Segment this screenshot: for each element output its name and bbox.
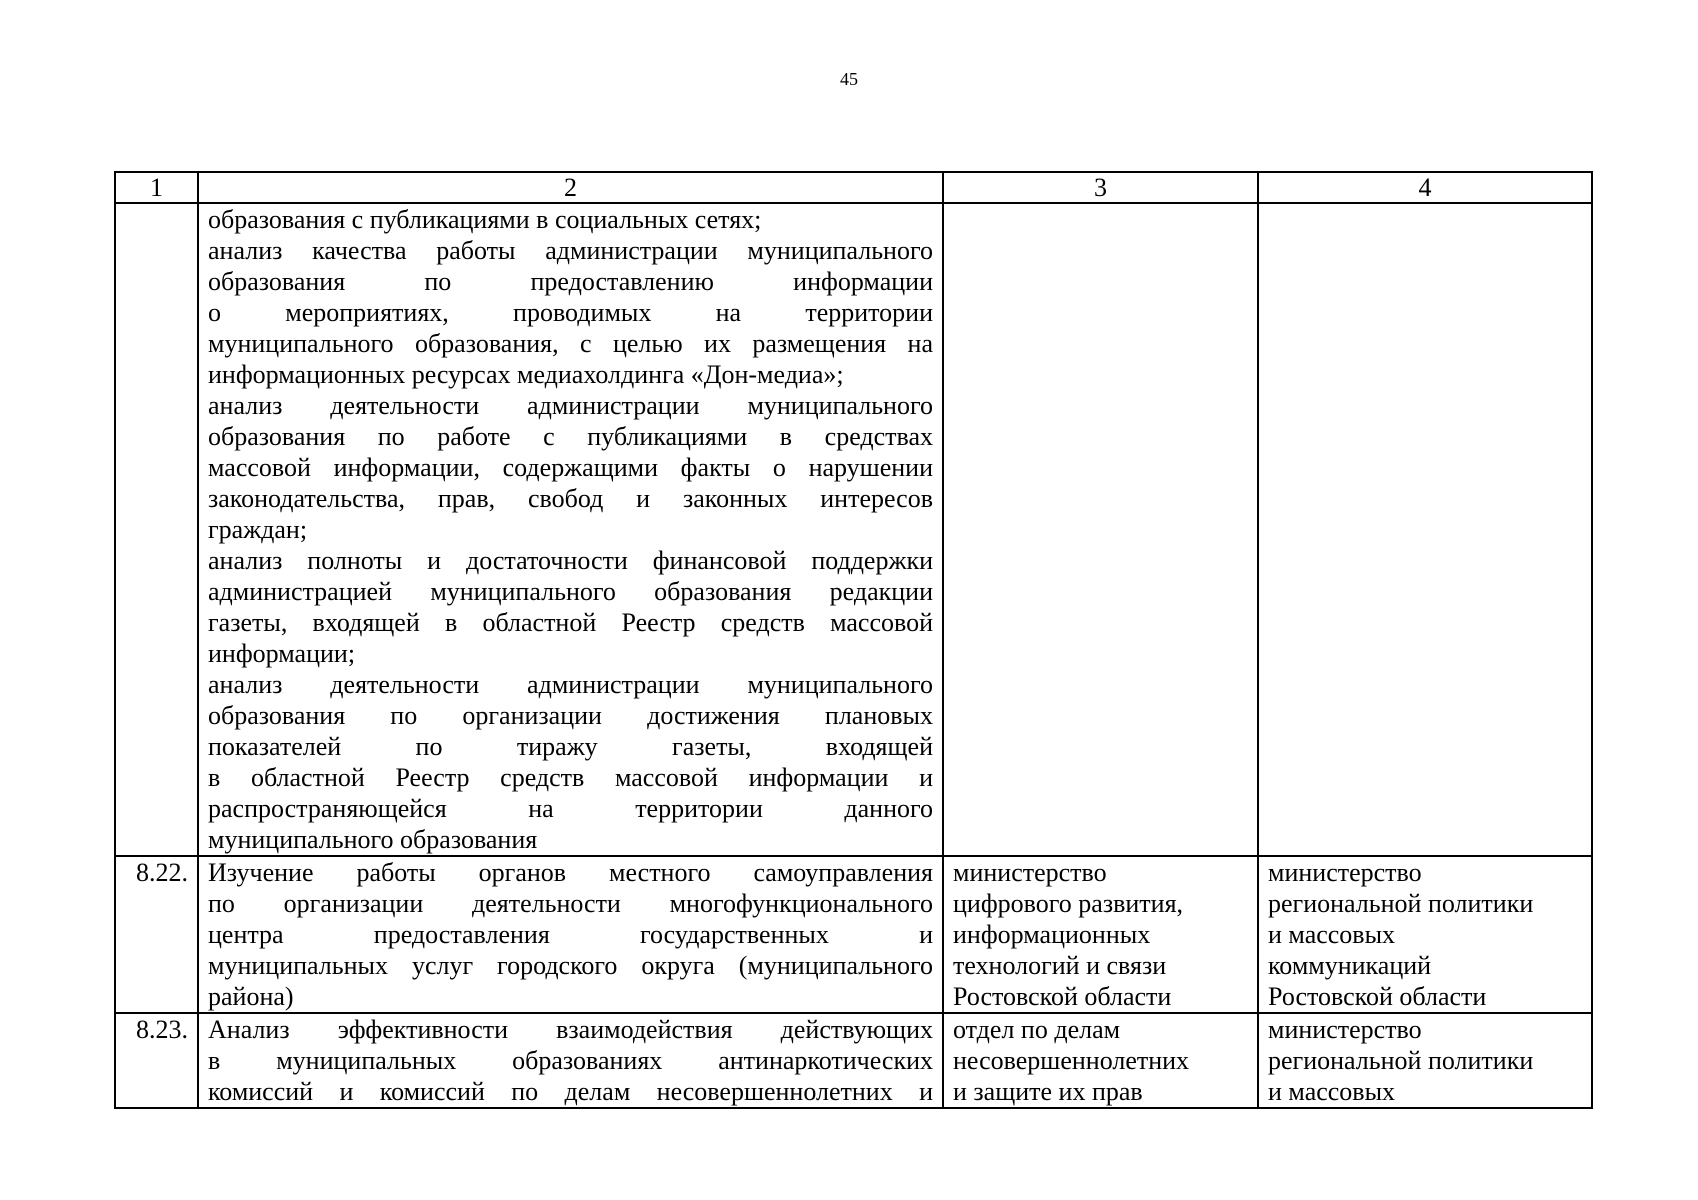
cell-text-line: комиссий и комиссий по делам несовершеннолетних и [208, 1077, 933, 1106]
cell-text-line: региональной политики [1268, 889, 1534, 918]
cell-text-line: министерство [1268, 858, 1422, 887]
cell-text-line: анализ качества работы администрации муниципального [208, 236, 933, 265]
cell-text-line: министерство [1268, 1015, 1422, 1044]
description-cell [198, 1013, 943, 1108]
cell-text-line: Изучение работы органов местного самоуправления [208, 858, 933, 887]
cell-text-line: массовой информации, содержащими факты о нарушении [208, 453, 933, 482]
coexecutor-cell [1258, 203, 1592, 856]
cell-text-line: региональной политики [1268, 1046, 1534, 1075]
description-cell [198, 203, 943, 856]
cell-text-line: граждан; [208, 515, 308, 544]
cell-text-line: показателей по тиражу газеты, входящей [208, 732, 933, 761]
cell-text-line: цифрового развития, [953, 889, 1184, 918]
header-cell-4: 4 [1258, 172, 1592, 203]
coexecutor-cell [1258, 1013, 1592, 1108]
cell-text-line: образования с публикациями в социальных сетях; [208, 205, 762, 234]
cell-text-line: и массовых [1268, 1077, 1396, 1106]
cell-text-line: технологий и связи [953, 951, 1167, 980]
cell-text-line: несовершеннолетних [953, 1046, 1190, 1075]
table-header-row [115, 172, 1592, 203]
cell-text-line: муниципального образования [208, 825, 538, 854]
cell-text-line: образования по предоставлению информации [208, 267, 933, 296]
cell-text-line: информации; [208, 639, 356, 668]
plan-table [114, 171, 1593, 1109]
cell-text-line: анализ деятельности администрации муниципального [208, 670, 933, 699]
cell-text-line: и защите их прав [953, 1077, 1143, 1106]
cell-text-line: Ростовской области [1268, 982, 1487, 1011]
item-number-cell: 8.22. [115, 856, 198, 1013]
cell-text-line: муниципального образования, с целью их размещения на [208, 329, 933, 358]
cell-text-line: и массовых [1268, 920, 1396, 949]
page-number: 45 [840, 69, 858, 89]
cell-text-line: о мероприятиях, проводимых на территории [208, 298, 933, 327]
table-row-continuation [115, 203, 1592, 856]
responsible-cell [943, 856, 1258, 1013]
cell-text-line: анализ полноты и достаточности финансовой поддержки [208, 546, 933, 575]
table-row-8-22 [115, 856, 1592, 1013]
cell-text-line: администрацией муниципального образования редакции [208, 577, 933, 606]
cell-text-line: газеты, входящей в областной Реестр средств массовой [208, 608, 933, 637]
cell-text-line: коммуникаций [1268, 951, 1432, 980]
cell-text-line: министерство [953, 858, 1107, 887]
responsible-cell [943, 203, 1258, 856]
cell-text-line: в областной Реестр средств массовой информации и [208, 763, 933, 792]
cell-text-line: отдел по делам [953, 1015, 1121, 1044]
cell-text-line: распространяющейся на территории данного [208, 794, 933, 823]
cell-text-line: района) [208, 982, 294, 1011]
cell-text-line: Ростовской области [953, 982, 1172, 1011]
cell-text-line: муниципальных услуг городского округа (муниципального [208, 951, 933, 980]
cell-text-line: в муниципальных образованиях антинаркотических [208, 1046, 933, 1075]
cell-text-line: анализ деятельности администрации муниципального [208, 391, 933, 420]
description-cell [198, 856, 943, 1013]
header-cell-3: 3 [943, 172, 1258, 203]
item-number-cell: 8.23. [115, 1013, 198, 1108]
cell-text-line: Анализ эффективности взаимодействия действующих [208, 1015, 933, 1044]
coexecutor-cell [1258, 856, 1592, 1013]
header-cell-2: 2 [198, 172, 943, 203]
cell-text-line: образования по организации достижения плановых [208, 701, 933, 730]
table-row-8-23 [115, 1013, 1592, 1108]
header-cell-1: 1 [115, 172, 198, 203]
cell-text-line: по организации деятельности многофункционального [208, 889, 933, 918]
cell-text-line: информационных ресурсах медиахолдинга «Дон-медиа»; [208, 360, 844, 389]
cell-text-line: законодательства, прав, свобод и законных интересов [208, 484, 933, 513]
cell-text-line: образования по работе с публикациями в средствах [208, 422, 933, 451]
cell-text-line: центра предоставления государственных и [208, 920, 933, 949]
responsible-cell [943, 1013, 1258, 1108]
cell-text-line: информационных [953, 920, 1151, 949]
item-number-cell [115, 203, 198, 856]
